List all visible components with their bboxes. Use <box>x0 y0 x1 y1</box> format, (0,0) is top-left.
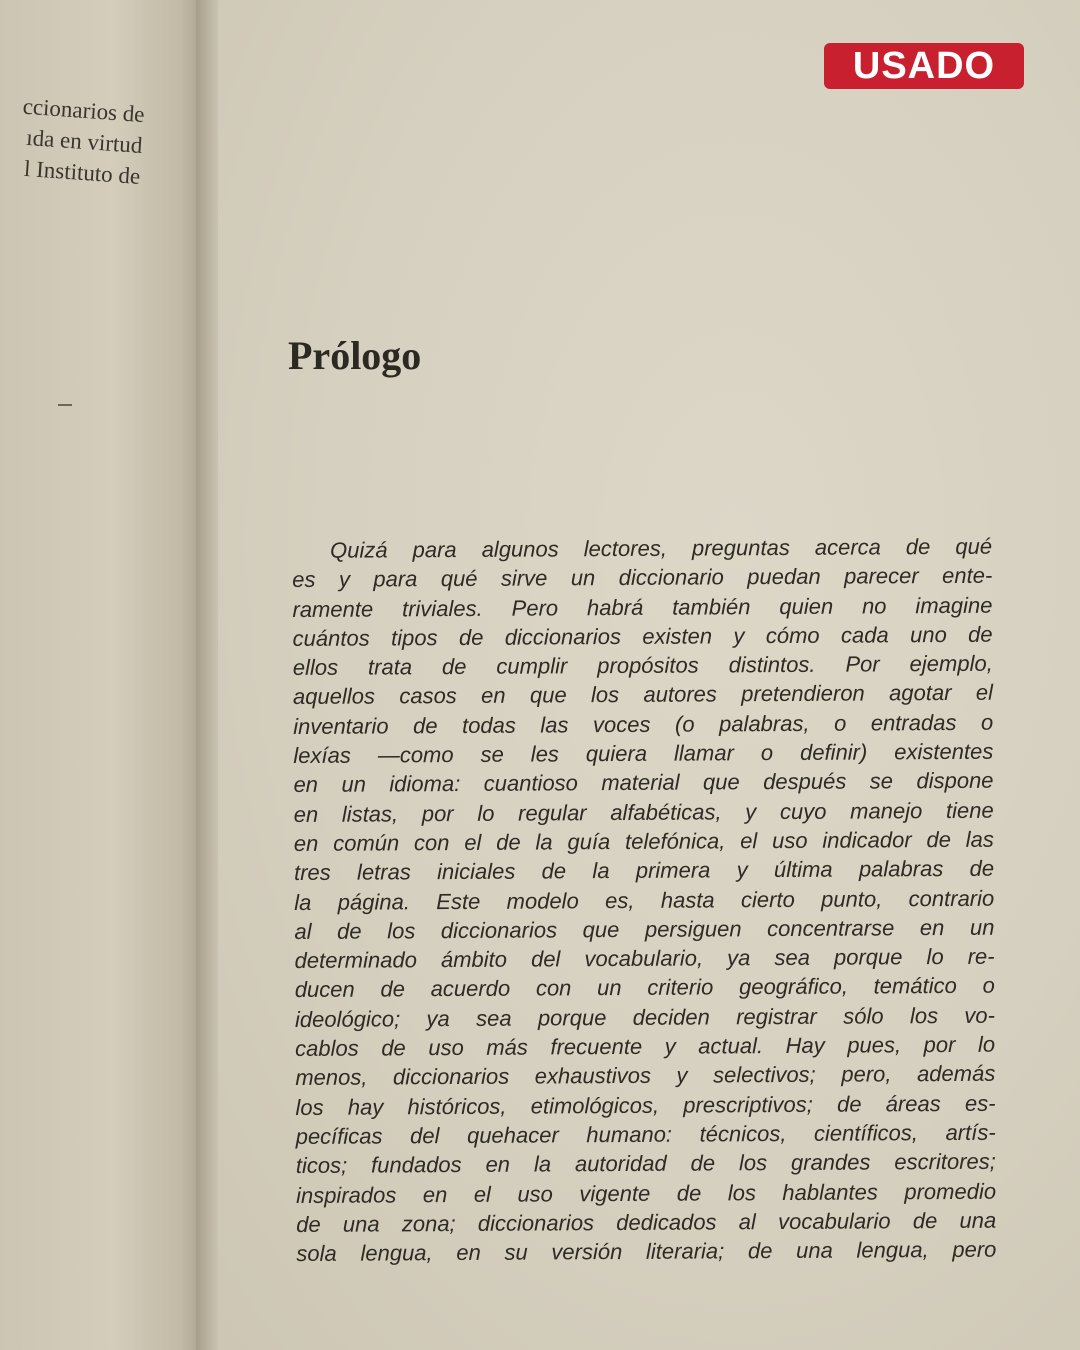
text-line: ducen de acuerdo con un criterio geográfico, temático o <box>294 973 995 1003</box>
text-line: de una zona; diccionarios dedicados al vocabulario de una <box>296 1207 997 1237</box>
text-line: cablos de uso más frecuente y actual. Hay pues, por lo <box>295 1031 996 1062</box>
text-line: pecíficas del quehacer humano: técnicos, científicos, artís- <box>295 1119 996 1149</box>
text-line: tres letras iniciales de la primera y última palabras de <box>293 855 995 886</box>
text-line: inspirados en el uso vigente de los hablantes promedio <box>295 1178 997 1208</box>
text-line: sola lengua, en su versión literaria; de una lengua, pero <box>296 1236 997 1267</box>
used-badge: USADO <box>824 43 1024 89</box>
text-line: al de los diccionarios que persiguen concentrarse en un <box>294 914 995 944</box>
prologue-body <box>292 532 996 1269</box>
page-title: Prólogo <box>288 333 422 378</box>
text-line: ideológico; ya sea porque deciden registrar sólo los vo- <box>294 1002 996 1032</box>
text-line: aquellos casos en que los autores pretendieron agotar el <box>292 680 994 710</box>
text-line: cuántos tipos de diccionarios existen y cómo cada uno de <box>292 621 993 651</box>
text-line: menos, diccionarios exhaustivos y selectivos; pero, además <box>295 1061 996 1091</box>
text-line: Quizá para algunos lectores, preguntas acerca de qué <box>330 533 993 563</box>
text-line: inventario de todas las voces (o palabras, o entradas o <box>293 709 994 739</box>
left-page-line: ccionarios de <box>21 93 146 128</box>
text-line: los hay históricos, etimológicos, prescriptivos; de áreas es- <box>295 1090 996 1120</box>
text-line: la página. Este modelo es, hasta cierto punto, contrario <box>294 885 995 915</box>
text-line: en un idioma: cuantioso material que después se dispone <box>293 768 994 798</box>
left-page <box>0 0 205 1350</box>
text-line: en listas, por lo regular alfabéticas, y cuyo manejo tiene <box>293 797 994 827</box>
text-line: ellos trata de cumplir propósitos distintos. Por ejemplo, <box>292 650 993 681</box>
text-line: lexías —como se les quiera llamar o definir) existentes <box>293 738 994 769</box>
text-line: determinado ámbito del vocabulario, ya sea porque lo re- <box>294 943 995 974</box>
left-page-text <box>0 88 146 192</box>
text-line: es y para qué sirve un diccionario puedan parecer ente- <box>292 563 993 593</box>
text-line: ticos; fundados en la autoridad de los grandes escritores; <box>295 1148 996 1179</box>
left-page-line: ıda en virtud <box>25 124 144 159</box>
text-line: en común con el de la guía telefónica, el uso indicador de las <box>293 826 994 856</box>
left-page-mark <box>58 404 72 406</box>
left-page-line: l Instituto de <box>23 155 142 189</box>
text-line: ramente triviales. Pero habrá también quien no imagine <box>292 592 993 622</box>
